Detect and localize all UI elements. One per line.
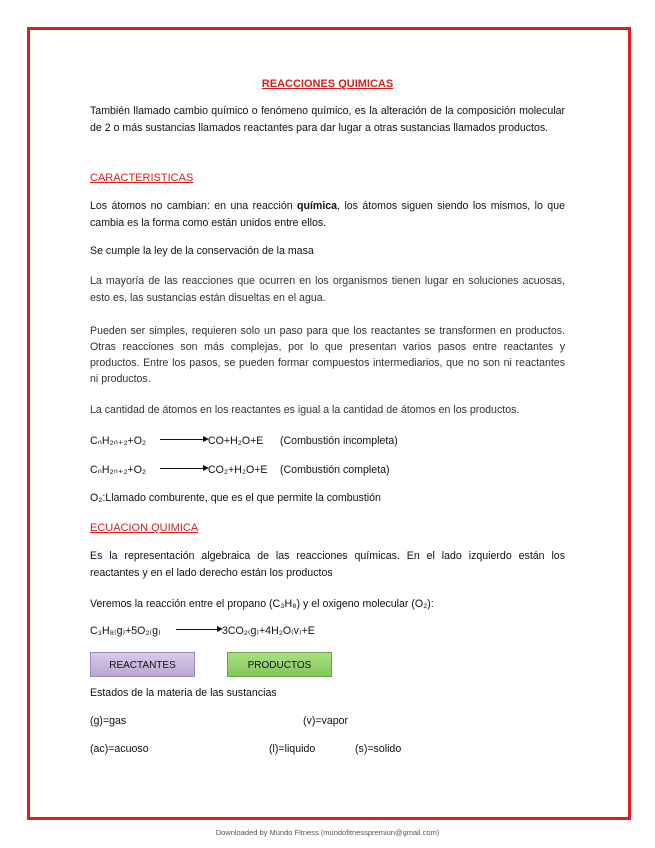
reaction-product: CO₂+H₂O+E bbox=[208, 464, 268, 476]
reaction-reactant: CₙH₂ₙ₊₂+O₂ bbox=[90, 435, 147, 447]
state-liquido: (l)=liquido bbox=[269, 743, 316, 755]
reaction-note: (Combustión incompleta) bbox=[280, 435, 398, 447]
paragraph-representacion: Es la representación algebraica de las reacciones químicas. En el lado izquierdo están los reactantes y en el lado derecho están los productos bbox=[90, 550, 565, 579]
productos-button[interactable]: PRODUCTOS bbox=[227, 652, 332, 677]
paragraph-cantidad-atomos: La cantidad de átomos en los reactantes es igual a la cantidad de átomos en los productos. bbox=[90, 404, 520, 416]
arrow-icon bbox=[160, 468, 206, 469]
reaction-reactant: CₙH₂ₙ₊₂+O₂ bbox=[90, 464, 147, 476]
arrow-icon bbox=[160, 439, 206, 440]
reactantes-button[interactable]: REACTANTES bbox=[90, 652, 195, 677]
heading-ecuacion-quimica: ECUACION QUIMICA bbox=[90, 522, 199, 534]
paragraph-atomos bbox=[90, 198, 565, 232]
reaction-note: (Combustión completa) bbox=[280, 464, 390, 476]
state-solido: (s)=solido bbox=[355, 743, 402, 755]
propane-equation bbox=[90, 623, 565, 640]
state-acuoso: (ac)=acuoso bbox=[90, 743, 149, 755]
equation-left: C₃H₈₍g₎+5O₂₍g₎ bbox=[90, 625, 161, 637]
paragraph-propano: Veremos la reacción entre el propano (C₃H₈) y el oxigeno molecular (O₂): bbox=[90, 598, 434, 610]
reaction-row-completa bbox=[90, 462, 565, 479]
paragraph-pasos: Pueden ser simples, requieren solo un paso para que los reactantes se transformen en productos. Otras reacciones son más complejas, por lo que presentan varios pasos entre reactantes y productos. Entre los pasos, se pueden formar compuestos intermediarios, que no son ni reactantes ni productos. bbox=[90, 325, 565, 385]
paragraph-comburente: O₂:Llamado comburente, que es el que permite la combustión bbox=[90, 492, 381, 504]
paragraph-estados: Estados de la materia de las sustancias bbox=[90, 687, 277, 699]
paragraph-atomos-bold: química bbox=[297, 200, 338, 212]
page-title: REACCIONES QUIMICAS bbox=[261, 78, 394, 90]
arrow-icon bbox=[176, 629, 220, 630]
paragraph-atomos-start: Los átomos no cambian: en una reacción bbox=[90, 200, 298, 212]
paragraph-atomos-end: , los átomos siguen siendo los mismos, lo que cambia es la forma como están unidos entre ellos. bbox=[90, 200, 565, 229]
state-vapor: (v)=vapor bbox=[303, 715, 349, 727]
download-footer: Downloaded by Mundo Fitness (mundofitnesspremiun@gmail.com) bbox=[215, 828, 440, 837]
equation-right: 3CO₂₍g₎+4H₂O₍v₎+E bbox=[222, 625, 315, 637]
intro-paragraph: También llamado cambio químico o fenómeno químico, es la alteración de la composición molecular de 2 o más sustancias llamados reactantes para dar lugar a otras sustancias llamados productos. bbox=[90, 105, 565, 134]
reaction-product: CO+H₂O+E bbox=[208, 435, 264, 447]
paragraph-conservacion: Se cumple la ley de la conservación de la masa bbox=[90, 245, 314, 257]
heading-caracteristicas: CARACTERISTICAS bbox=[90, 172, 194, 184]
paragraph-soluciones: La mayoría de las reacciones que ocurren en los organismos tienen lugar en soluciones acuosas, esto es, las sustancias están disueltas en el agua. bbox=[90, 275, 565, 304]
state-gas: (g)=gas bbox=[90, 715, 127, 727]
reaction-row-incompleta bbox=[90, 433, 565, 450]
